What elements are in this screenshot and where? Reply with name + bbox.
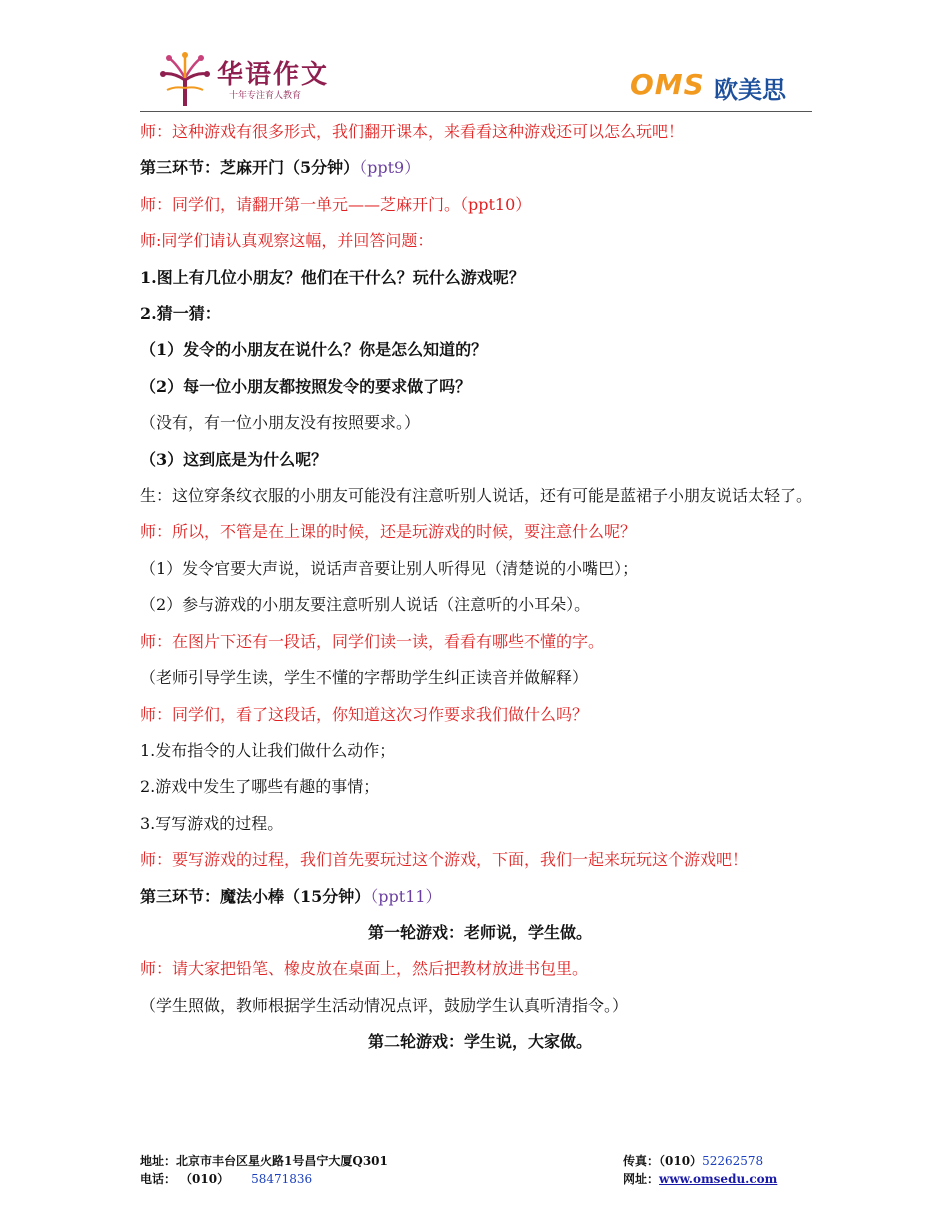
question-line: 2.猜一猜： [140,304,221,324]
ppt-reference: （ppt11） [370,886,442,906]
logo-slogan: 十年专注育人教育 [229,91,302,101]
answer-line: （2）参与游戏的小朋友要注意听别人说话（注意听的小耳朵）。 [140,595,591,615]
footer-website [623,1170,777,1188]
section-heading [140,150,820,186]
section-heading-text: 第三环节：魔法小棒（15分钟） [140,886,371,906]
question-line: （3）这到底是为什么呢？ [140,449,328,469]
footer-fax [623,1152,777,1170]
answer-line: （没有，有一位小朋友没有按照要求。） [140,413,421,433]
address-label: 地址： [140,1154,177,1168]
footer-contact-left [140,1152,388,1188]
teacher-line: 师:同学们请认真观察这幅，并回答问题： [140,231,434,251]
answer-line: （学生照做，教师根据学生活动情况点评，鼓励学生认真听清指令。） [140,995,629,1015]
oms-logo-chinese: 欧美思 [714,76,786,104]
header-divider [140,111,812,112]
teacher-line: 师：要写游戏的过程，我们首先要玩过这个游戏，下面，我们一起来玩玩这个游戏吧！ [140,850,749,870]
page-footer [140,1152,820,1192]
footer-phone [140,1170,388,1188]
ppt-reference: （ppt9） [359,158,421,178]
question-line: （2）每一位小朋友都按照发令的要求做了吗？ [140,376,472,396]
section-heading-text: 第三环节：芝麻开门（5分钟） [140,158,360,178]
list-item: 3.写写游戏的过程。 [140,813,284,833]
teacher-line: 师：这种游戏有很多形式，我们翻开课本，来看看这种游戏还可以怎么玩吧！ [140,122,685,141]
round-heading: 第一轮游戏：老师说，学生做。 [367,922,592,942]
question-line: 1.图上有几位小朋友？他们在干什么？玩什么游戏呢？ [140,267,525,287]
website-label: 网址： [623,1172,660,1186]
document-body [140,114,820,1061]
teacher-line: 师：同学们，请翻开第一单元——芝麻开门。（ppt10） [140,194,532,214]
list-item: 1.发布指令的人让我们做什么动作； [140,740,396,760]
question-line: （1）发令的小朋友在说什么？你是怎么知道的？ [140,340,488,360]
website-link[interactable]: www.omsedu.com [659,1172,778,1186]
phone-value: 58471836 [251,1172,313,1186]
huayu-logo [155,50,355,108]
address-value: 北京市丰台区星火路1号昌宁大厦Q301 [176,1154,388,1168]
phone-label: 电话： [140,1172,177,1186]
page-header [0,0,950,118]
logo-title: 华语作文 [217,60,330,90]
phone-area-code: （010） [186,1172,230,1186]
round-heading: 第二轮游戏：学生说，大家做。 [367,1032,592,1052]
teacher-line: 师：所以，不管是在上课的时候，还是玩游戏的时候，要注意什么呢？ [140,522,637,542]
footer-contact-right [623,1152,777,1188]
teacher-line: 师：同学们，看了这段话，你知道这次习作要求我们做什么吗？ [140,704,589,724]
list-item: 2.游戏中发生了哪些有趣的事情； [140,777,380,797]
fax-label: 传真：（010） [623,1154,703,1168]
footer-address [140,1152,388,1170]
student-line: 生：这位穿条纹衣服的小朋友可能没有注意听别人说话，还有可能是蓝裙子小朋友说话太轻了。 [140,486,813,506]
teacher-line: 师：在图片下还有一段话，同学们读一读，看看有哪些不懂的字。 [140,631,605,651]
teacher-line: 师：请大家把铅笔、橡皮放在桌面上，然后把教材放进书包里。 [140,959,589,979]
answer-line: （1）发令官要大声说，说话声音要让别人听得见（清楚说的小嘴巴）； [140,558,639,578]
oms-logo [630,68,800,108]
fax-value: 52262578 [702,1154,764,1168]
section-heading [140,879,820,915]
tree-logo-icon [155,50,215,108]
answer-line: （老师引导学生读，学生不懂的字帮助学生纠正读音并做解释） [140,668,589,688]
oms-logo-latin: OMS [630,68,705,101]
